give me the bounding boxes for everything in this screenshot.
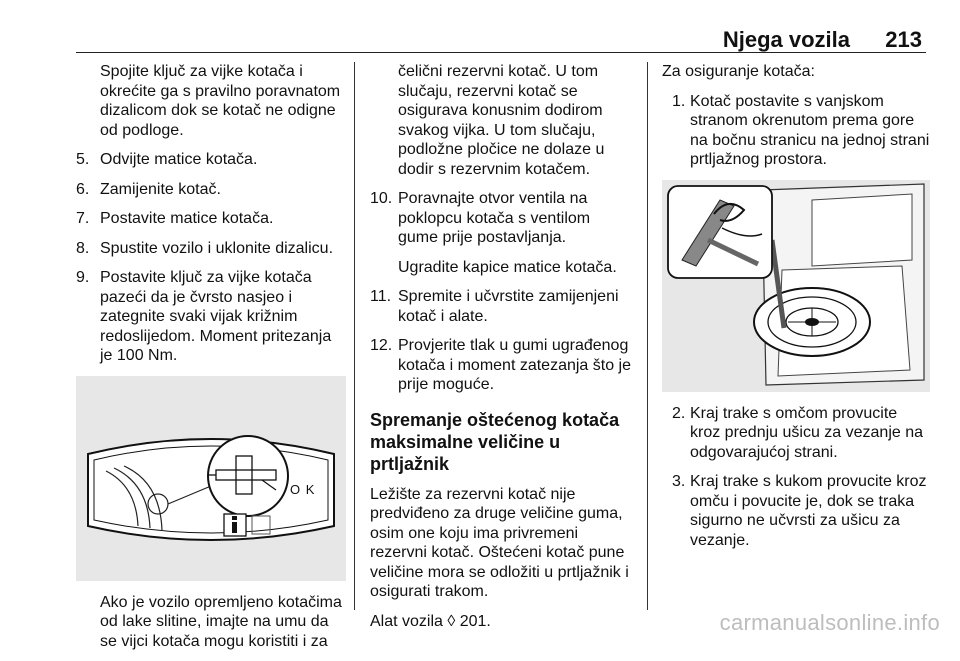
step-12 [370, 336, 634, 395]
step-text: Provjerite tlak u gumi ugrađenog kotača i moment zatezanja što je prije moguće. [398, 337, 632, 393]
step-text: Odvijte matice kotača. [100, 151, 258, 168]
watermark: carmanualsonline.info [719, 610, 940, 635]
step-number: 10. [370, 190, 393, 207]
step-text: Kotač postavite s vanjskom stranom okrenutom prema gore na bočnu stranicu na jednoj strani prtljažnog prostora. [690, 92, 930, 168]
step-number: 3. [672, 473, 686, 490]
reference-page-link[interactable]: 201. [459, 612, 491, 630]
wheel-wrench-illustration [76, 376, 346, 581]
column-1 [76, 62, 346, 661]
step-number: 9. [76, 269, 90, 286]
col2-paragraph: Ležište za rezervni kotač nije predviđeno za druge veličine guma, osim one koju ima privremeni rezervni kotač. Oštećeni kotač pune veličine mora se odložiti u prtljažnik i osigurati trakom. [370, 485, 629, 600]
tools-reference [370, 612, 634, 632]
step-number: 2. [672, 404, 686, 422]
step-7 [76, 209, 346, 229]
step-text: Poravnajte otvor ventila na poklopcu kotača s ventilom gume prije postavljanja. [398, 190, 591, 246]
step-text: Zamijenite kotač. [100, 180, 221, 198]
step-5 [76, 150, 346, 170]
step-text: Kraj trake s kukom provucite kroz omču i povucite je, dok se traka sigurno ne učvrsti za ušicu za vezanje. [690, 473, 927, 549]
step-9 [76, 268, 346, 366]
page-reference-icon: ◊ [447, 612, 456, 630]
step-number: 6. [76, 180, 90, 198]
page-title: Njega vozila [722, 27, 850, 52]
step-text: Spremite i učvrstite zamijenjeni kotač i alate. [398, 288, 619, 325]
column-divider-1 [354, 62, 355, 610]
col3-intro: Za osiguranje kotača: [662, 63, 815, 80]
secure-step-2 [662, 404, 930, 463]
column-2 [370, 62, 634, 641]
trunk-wheel-illustration [662, 180, 930, 392]
step-text: Spustite vozilo i uklonite dizalicu. [100, 239, 334, 257]
section-heading: Spremanje oštećenog kotača maksimalne veličine u prtljažnik [370, 409, 620, 474]
step-10-extra: Ugradite kapice matice kotača. [398, 258, 617, 276]
col1-intro: Spojite ključ za vijke kotača i okrećite ga s pravilno poravnatom dizalicom dok se kotač ne odigne od podloge. [100, 63, 341, 139]
step-text: Kraj trake s omčom provucite kroz prednju ušicu za vezanje na odgovarajućoj strani. [690, 404, 924, 461]
step-number: 11. [370, 288, 392, 305]
secure-step-1 [662, 92, 930, 170]
reference-label: Alat vozila [370, 612, 443, 630]
col1-after-figure: Ako je vozilo opremljeno kotačima od lake slitine, imajte na umu da se vijci kotača mogu koristiti i za [100, 593, 342, 650]
step-number: 7. [76, 210, 90, 227]
step-number: 8. [76, 239, 90, 257]
step-number: 5. [76, 151, 90, 168]
column-3 [662, 62, 930, 560]
col2-continuation: čelični rezervni kotač. U tom slučaju, rezervni kotač se osigurava konusnim dodirom svakog vijka. U tom slučaju, podložne pločice ne dolaze u dodir s rezervnim kotačem. [398, 63, 605, 178]
step-text: Postavite matice kotača. [100, 210, 274, 227]
step-10 [370, 189, 634, 248]
step-8 [76, 239, 346, 259]
step-6 [76, 180, 346, 200]
secure-step-3 [662, 472, 930, 550]
step-number: 1. [672, 92, 686, 110]
column-divider-2 [647, 62, 648, 610]
page-number: 213 [885, 27, 922, 52]
page-header [76, 0, 926, 53]
step-11 [370, 287, 634, 326]
figure-label: O K [290, 481, 316, 497]
step-number: 12. [370, 337, 393, 354]
step-text: Postavite ključ za vijke kotača pazeći da je čvrsto nasjeo i zategnite svaki vijak križnim redoslijedom. Moment pritezanja je 100 Nm. [100, 269, 332, 364]
